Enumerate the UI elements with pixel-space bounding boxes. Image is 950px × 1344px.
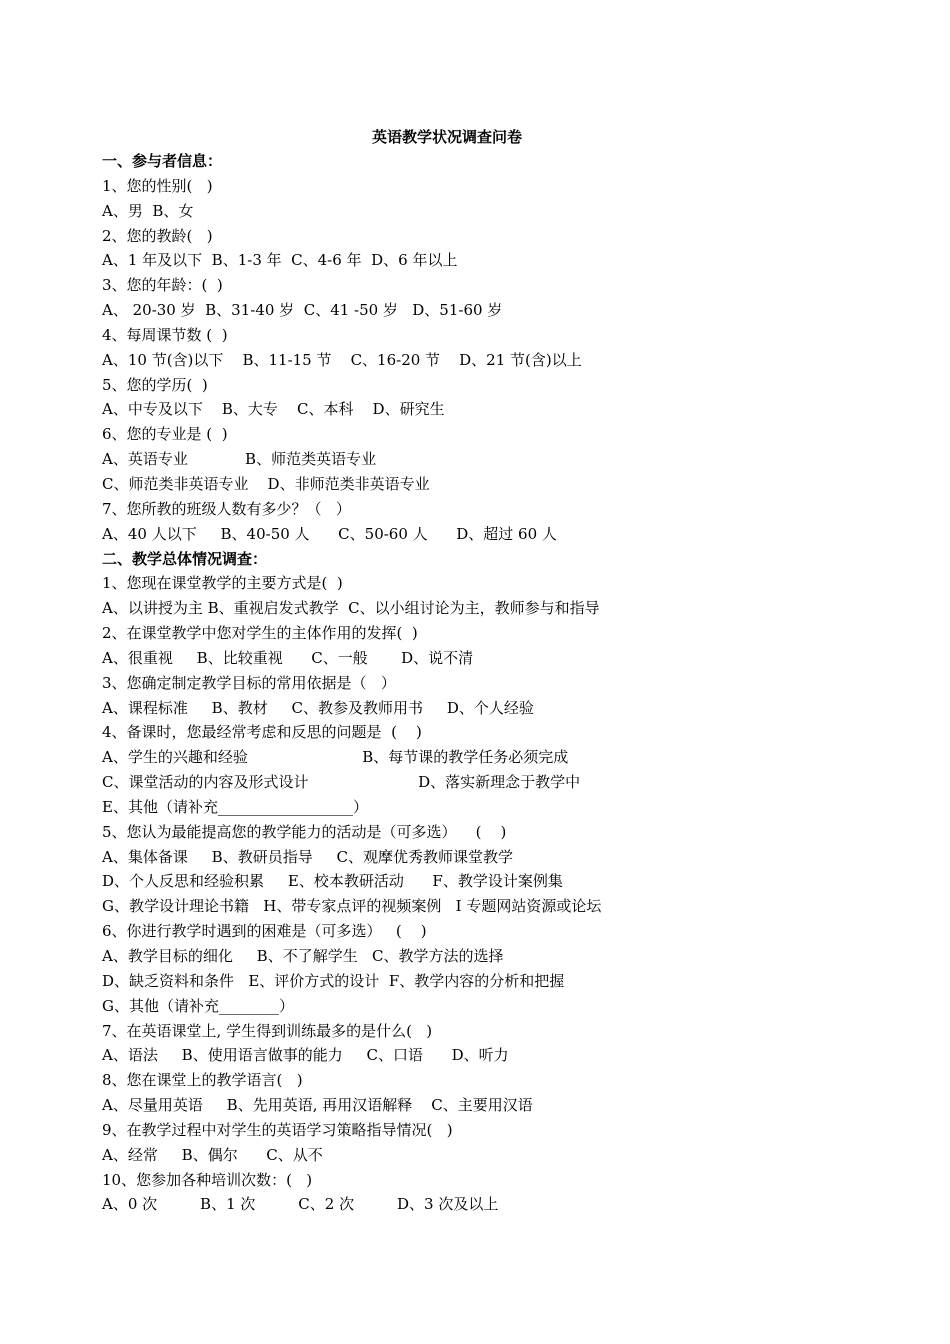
question-line: C、师范类非英语专业 D、非师范类非英语专业 xyxy=(102,474,430,493)
question-line: A、1 年及以下 B、1-3 年 C、4-6 年 D、6 年以上 xyxy=(102,251,458,270)
question-line: A、以讲授为主 B、重视启发式教学 C、以小组讨论为主，教师参与和指导 xyxy=(102,599,600,618)
question-line: A、课程标准 B、教材 C、教参及教师用书 D、个人经验 xyxy=(102,698,534,717)
question-line: C、课堂活动的内容及形式设计 D、落实新理念于教学中 xyxy=(102,773,581,792)
question-line: 8、您在课堂上的教学语言( ) xyxy=(102,1071,303,1090)
question-line: A、40 人以下 B、40-50 人 C、50-60 人 D、超过 60 人 xyxy=(102,524,557,543)
question-line: G、教学设计理论书籍 H、带专家点评的视频案例 I 专题网站资源或论坛 xyxy=(102,897,602,916)
question-line: A、0 次 B、1 次 C、2 次 D、3 次及以上 xyxy=(102,1195,499,1214)
question-line: 5、您的学历( ) xyxy=(102,375,208,394)
question-line: E、其他（请补充__________________） xyxy=(102,797,368,816)
question-list xyxy=(102,149,822,1217)
question-line: 2、您的教龄( ) xyxy=(102,226,213,245)
question-line: A、经常 B、偶尔 C、从不 xyxy=(102,1145,323,1164)
question-line: A、尽量用英语 B、先用英语, 再用汉语解释 C、主要用汉语 xyxy=(102,1096,533,1115)
question-line: A、学生的兴趣和经验 B、每节课的教学任务必须完成 xyxy=(102,748,569,767)
question-line: 3、您的年龄：( ) xyxy=(102,276,223,295)
question-line: D、个人反思和经验积累 E、校本教研活动 F、教学设计案例集 xyxy=(102,872,563,891)
question-line: A、教学目标的细化 B、不了解学生 C、教学方法的选择 xyxy=(102,947,504,965)
question-line: A、 20-30 岁 B、31-40 岁 C、41 -50 岁 D、51-60 岁 xyxy=(102,301,503,320)
question-line: A、语法 B、使用语言做事的能力 C、口语 D、听力 xyxy=(102,1046,509,1065)
question-line: 1、您现在课堂教学的主要方式是( ) xyxy=(102,574,343,593)
question-line: A、男 B、女 xyxy=(102,201,194,220)
question-line: 5、您认为最能提高您的教学能力的活动是（可多选） ( ) xyxy=(102,822,507,841)
question-line: A、英语专业 B、师范类英语专业 xyxy=(102,450,377,469)
question-line: A、集体备课 B、教研员指导 C、观摩优秀教师课堂教学 xyxy=(102,847,514,866)
questionnaire-document xyxy=(102,125,822,1217)
document-title: 英语教学状况调查问卷 xyxy=(371,128,522,146)
question-line: 3、您确定制定教学目标的常用依据是（ ） xyxy=(102,673,396,692)
question-line: A、很重视 B、比较重视 C、一般 D、说不清 xyxy=(102,648,474,667)
section-heading: 一、参与者信息： xyxy=(102,152,223,170)
question-line: 1、您的性别( ) xyxy=(102,176,213,195)
question-line: A、中专及以下 B、大专 C、本科 D、研究生 xyxy=(102,400,445,419)
question-line: 7、您所教的班级人数有多少？（ ） xyxy=(102,499,351,518)
question-line: D、缺乏资料和条件 E、评价方式的设计 F、教学内容的分析和把握 xyxy=(102,971,565,990)
question-line: 6、您的专业是 ( ) xyxy=(102,425,228,444)
question-line: 4、每周课节数 ( ) xyxy=(102,325,228,344)
question-line: 7、在英语课堂上, 学生得到训练最多的是什么( ) xyxy=(102,1021,433,1040)
question-line: 4、备课时，您最经常考虑和反思的问题是 ( ) xyxy=(102,723,422,742)
question-line: 9、在教学过程中对学生的英语学习策略指导情况( ) xyxy=(102,1120,453,1139)
question-line: 6、你进行教学时遇到的困难是（可多选） ( ) xyxy=(102,922,427,941)
question-line: A、10 节(含)以下 B、11-15 节 C、16-20 节 D、21 节(含)以上 xyxy=(102,350,582,369)
question-line: 2、在课堂教学中您对学生的主体作用的发挥( ) xyxy=(102,624,418,643)
section-heading: 二、教学总体情况调查： xyxy=(102,549,268,568)
question-line: 10、您参加各种培训次数：( ) xyxy=(102,1170,313,1189)
question-line: G、其他（请补充________） xyxy=(102,996,294,1015)
